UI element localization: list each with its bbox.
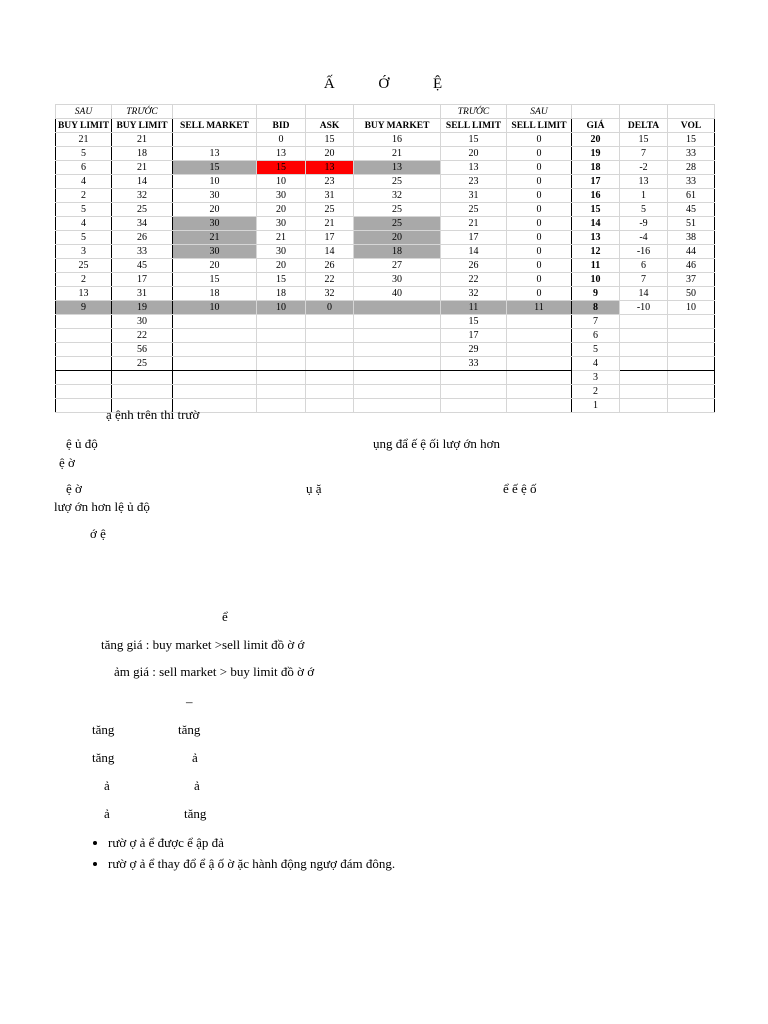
text-line-10: – (186, 694, 193, 709)
table-cell: 13 (173, 147, 257, 161)
table-cell: 32 (112, 189, 173, 203)
text-line-9: ảm giá : sell market > buy limit đồ ờ ớ (114, 664, 315, 679)
table-cell: 16 (354, 133, 441, 147)
table-cell: 17 (572, 175, 620, 189)
table-cell: 18 (257, 287, 306, 301)
table-cell (620, 371, 668, 385)
table-cell: 20 (257, 203, 306, 217)
table-cell: 31 (441, 189, 507, 203)
table-cell: 50 (668, 287, 715, 301)
text-line-2b: ụng đẩ ế ệ ối lượ ớn hơn (373, 436, 500, 451)
table-cell: 21 (112, 161, 173, 175)
table-cell: 17 (112, 273, 173, 287)
table-cell (173, 371, 257, 385)
table-cell: 4 (572, 357, 620, 371)
table-cell: 9 (572, 287, 620, 301)
title-part-1: Ấ (323, 76, 337, 92)
table-cell (112, 385, 173, 399)
table-cell: 40 (354, 287, 441, 301)
table-cell: 16 (572, 189, 620, 203)
table-cell: 7 (620, 147, 668, 161)
table-cell: 32 (354, 189, 441, 203)
table-cell: 0 (257, 133, 306, 147)
table-row (56, 203, 715, 217)
header-cell: BID (257, 119, 306, 133)
table-cell: 3 (56, 245, 112, 259)
table-cell (56, 399, 112, 413)
table-cell: 14 (572, 217, 620, 231)
table-cell: 18 (354, 245, 441, 259)
table-cell: 56 (112, 343, 173, 357)
table-cell: 0 (507, 217, 572, 231)
text-line-14a: ả (104, 806, 110, 821)
table-cell: 46 (668, 259, 715, 273)
table-row (56, 133, 715, 147)
table-cell (257, 343, 306, 357)
table-cell: 0 (507, 231, 572, 245)
table-cell: 13 (572, 231, 620, 245)
table-cell: 19 (572, 147, 620, 161)
table-cell (668, 399, 715, 413)
table-cell (354, 399, 441, 413)
table-cell: 15 (620, 133, 668, 147)
table-cell (620, 315, 668, 329)
table-cell (306, 399, 354, 413)
table-cell: 37 (668, 273, 715, 287)
table-cell: 31 (112, 287, 173, 301)
header-cell (668, 105, 715, 119)
table-cell: 21 (173, 231, 257, 245)
table-cell: 21 (306, 217, 354, 231)
table-row (56, 231, 715, 245)
table-cell (56, 315, 112, 329)
table-cell: 14 (620, 287, 668, 301)
table-cell: 13 (354, 161, 441, 175)
table-cell (441, 371, 507, 385)
table-cell (257, 371, 306, 385)
table-cell: 3 (572, 371, 620, 385)
header-cell: GIÁ (572, 119, 620, 133)
text-line-14b: tăng (184, 806, 207, 821)
table-cell (507, 385, 572, 399)
table-cell (354, 357, 441, 371)
table-cell (257, 315, 306, 329)
header-cell: VOL (668, 119, 715, 133)
header-cell (572, 105, 620, 119)
table-cell: 5 (620, 203, 668, 217)
table-cell: 9 (56, 301, 112, 315)
text-line-12b: ả (192, 750, 198, 765)
table-cell: 0 (507, 287, 572, 301)
header-cell: BUY LIMIT (56, 119, 112, 133)
table-cell: 0 (507, 133, 572, 147)
table-cell: 15 (257, 161, 306, 175)
table-cell (306, 357, 354, 371)
table-cell: 18 (173, 287, 257, 301)
bullet-list (80, 834, 728, 876)
table-cell: 5 (572, 343, 620, 357)
table-cell: 25 (56, 259, 112, 273)
table-cell: 7 (620, 273, 668, 287)
table-cell: 34 (112, 217, 173, 231)
table-cell: 17 (441, 231, 507, 245)
table-cell: 27 (354, 259, 441, 273)
table-cell: 14 (441, 245, 507, 259)
table-cell: -9 (620, 217, 668, 231)
table-cell: 15 (306, 133, 354, 147)
table-cell (507, 329, 572, 343)
table-cell: 45 (112, 259, 173, 273)
header-cell: TRƯỚC (112, 105, 173, 119)
table-cell (173, 357, 257, 371)
table-cell (173, 385, 257, 399)
table-cell (668, 315, 715, 329)
table-cell: 26 (112, 231, 173, 245)
table-cell: 30 (257, 217, 306, 231)
table-cell: 13 (56, 287, 112, 301)
table-cell: 31 (306, 189, 354, 203)
table-cell (306, 343, 354, 357)
table-cell: 13 (306, 161, 354, 175)
table-cell (668, 329, 715, 343)
title-part-2: Ớ (378, 76, 392, 92)
table-cell: 15 (441, 315, 507, 329)
table-cell: 10 (257, 301, 306, 315)
text-line-6: ớ ệ (90, 526, 106, 541)
table-cell: 30 (354, 273, 441, 287)
table-cell: 2 (56, 273, 112, 287)
table-cell: 15 (572, 203, 620, 217)
table-cell: 61 (668, 189, 715, 203)
table-cell: 20 (173, 203, 257, 217)
table-cell: 20 (257, 259, 306, 273)
table-cell: 17 (306, 231, 354, 245)
text-line-2a: ệ ủ độ (66, 436, 98, 451)
table-cell: 20 (173, 259, 257, 273)
table-cell (620, 343, 668, 357)
table-cell: 0 (507, 259, 572, 273)
table-cell (56, 385, 112, 399)
table-cell: 5 (56, 231, 112, 245)
table-cell: 15 (257, 273, 306, 287)
table-cell: 21 (354, 147, 441, 161)
table-cell: 21 (441, 217, 507, 231)
table-cell (354, 315, 441, 329)
table-cell (668, 385, 715, 399)
table-cell (507, 371, 572, 385)
table-cell: 28 (668, 161, 715, 175)
table-cell: 13 (620, 175, 668, 189)
header-cell (173, 105, 257, 119)
text-line-3: ệ ờ (59, 455, 75, 470)
table-cell: 0 (507, 189, 572, 203)
table-cell: 0 (507, 245, 572, 259)
table-cell: 15 (173, 161, 257, 175)
table-cell: 38 (668, 231, 715, 245)
table-cell (173, 329, 257, 343)
table-cell: 30 (112, 315, 173, 329)
text-line-4a: ệ ờ (66, 481, 82, 496)
table-cell (56, 329, 112, 343)
table-cell: 30 (173, 245, 257, 259)
table-row (56, 371, 715, 385)
table-cell: 18 (112, 147, 173, 161)
table-cell: 25 (112, 203, 173, 217)
table-cell (354, 343, 441, 357)
table-cell: 0 (507, 273, 572, 287)
text-line-4b: ụ ặ (306, 481, 322, 496)
header-cell (354, 105, 441, 119)
table-cell (668, 357, 715, 371)
table-cell: 15 (441, 133, 507, 147)
table-cell (620, 329, 668, 343)
table-cell: 25 (306, 203, 354, 217)
table-cell (507, 343, 572, 357)
table-cell (257, 399, 306, 413)
table-cell: 6 (620, 259, 668, 273)
table-cell: 1 (620, 189, 668, 203)
bullet-item-1: • rườ ợ ả ể được ể ập đả (108, 834, 728, 851)
table-cell (173, 133, 257, 147)
table-cell: 51 (668, 217, 715, 231)
table-cell: 30 (257, 245, 306, 259)
table-cell: 15 (668, 133, 715, 147)
table-row (56, 357, 715, 371)
table-cell: 6 (56, 161, 112, 175)
table-cell (620, 357, 668, 371)
header-row (56, 119, 715, 133)
table-cell: 45 (668, 203, 715, 217)
header-cell (257, 105, 306, 119)
table-cell: 21 (257, 231, 306, 245)
table-cell: 13 (257, 147, 306, 161)
table-cell: 10 (257, 175, 306, 189)
table-cell (257, 385, 306, 399)
header-cell (620, 105, 668, 119)
table-cell: 4 (56, 217, 112, 231)
header-cell: BUY MARKET (354, 119, 441, 133)
text-line-5: lượ ớn hơn lệ ủ độ (54, 499, 150, 514)
table-row (56, 273, 715, 287)
text-line-1: ạ ệnh trên thi trườ (106, 407, 200, 422)
table-cell: 1 (572, 399, 620, 413)
table-cell: 13 (441, 161, 507, 175)
table-cell: 0 (306, 301, 354, 315)
table-cell: 33 (112, 245, 173, 259)
table-cell: 0 (507, 203, 572, 217)
header-cell: SAU (507, 105, 572, 119)
table-cell: 44 (668, 245, 715, 259)
header-cell: SAU (56, 105, 112, 119)
table-cell: 21 (56, 133, 112, 147)
table-row (56, 189, 715, 203)
text-line-4c: ể ế ệ ố (503, 481, 537, 496)
table-cell: 17 (441, 329, 507, 343)
table-cell (306, 371, 354, 385)
table-cell: 33 (668, 147, 715, 161)
table-cell (507, 315, 572, 329)
table-cell (173, 343, 257, 357)
header-cell: DELTA (620, 119, 668, 133)
table-cell: 10 (668, 301, 715, 315)
table-cell: 11 (507, 301, 572, 315)
table-cell (620, 399, 668, 413)
table-cell: 0 (507, 175, 572, 189)
table-cell: 14 (306, 245, 354, 259)
table-cell: 26 (441, 259, 507, 273)
table-cell (173, 315, 257, 329)
table-cell: 10 (572, 273, 620, 287)
header-cell: BUY LIMIT (112, 119, 173, 133)
table-cell: 25 (354, 203, 441, 217)
table-cell: 22 (441, 273, 507, 287)
table-cell (56, 343, 112, 357)
table-cell: 33 (668, 175, 715, 189)
page-title (0, 76, 768, 93)
table-row (56, 329, 715, 343)
table-cell: 21 (112, 133, 173, 147)
table-cell (354, 371, 441, 385)
table-cell: 15 (173, 273, 257, 287)
table-cell: 2 (572, 385, 620, 399)
header-cell: ASK (306, 119, 354, 133)
table-cell: 25 (441, 203, 507, 217)
table-cell: 7 (572, 315, 620, 329)
table-cell: 14 (112, 175, 173, 189)
table-row (56, 315, 715, 329)
table-cell (507, 357, 572, 371)
table-cell (112, 371, 173, 385)
table-cell: 2 (56, 189, 112, 203)
table-row (56, 287, 715, 301)
table-cell (56, 357, 112, 371)
table-cell: 25 (112, 357, 173, 371)
table-cell: 23 (441, 175, 507, 189)
table-cell (257, 357, 306, 371)
table-cell: 11 (441, 301, 507, 315)
text-line-13a: ả (104, 778, 110, 793)
table-cell (620, 385, 668, 399)
header-cell: TRƯỚC (441, 105, 507, 119)
table-cell: 5 (56, 147, 112, 161)
table-cell: 0 (507, 161, 572, 175)
header-cell: SELL LIMIT (441, 119, 507, 133)
table-cell: 12 (572, 245, 620, 259)
table-cell: 25 (354, 175, 441, 189)
table-cell: 26 (306, 259, 354, 273)
text-line-11a: tăng (92, 722, 115, 737)
table-cell (306, 315, 354, 329)
table-cell: 11 (572, 259, 620, 273)
table-cell (441, 385, 507, 399)
table-row (56, 301, 715, 315)
table-cell (257, 329, 306, 343)
table-cell: 23 (306, 175, 354, 189)
table-row (56, 147, 715, 161)
table-cell: 25 (354, 217, 441, 231)
table-cell: -16 (620, 245, 668, 259)
table-row (56, 259, 715, 273)
header-cell: SELL LIMIT (507, 119, 572, 133)
table-cell: 32 (441, 287, 507, 301)
table-cell: 8 (572, 301, 620, 315)
table-cell: -2 (620, 161, 668, 175)
table-cell: 10 (173, 301, 257, 315)
table-cell: 30 (173, 217, 257, 231)
table-cell (668, 371, 715, 385)
header-cell (306, 105, 354, 119)
title-part-3: Ệ (433, 76, 445, 92)
table-cell: 33 (441, 357, 507, 371)
table-cell (668, 343, 715, 357)
table-row (56, 217, 715, 231)
order-flow-table (55, 104, 715, 413)
table-row (56, 161, 715, 175)
table-cell: 6 (572, 329, 620, 343)
table-row (56, 343, 715, 357)
table-cell: 30 (173, 189, 257, 203)
table-cell (306, 385, 354, 399)
table-cell: 32 (306, 287, 354, 301)
header-cell: SELL MARKET (173, 119, 257, 133)
table-cell (354, 329, 441, 343)
text-line-7: ể (222, 609, 228, 624)
table-cell: 30 (257, 189, 306, 203)
table-cell: 22 (306, 273, 354, 287)
text-line-13b: ả (194, 778, 200, 793)
table-cell: 19 (112, 301, 173, 315)
text-line-11b: tăng (178, 722, 201, 737)
table-cell: 18 (572, 161, 620, 175)
table-cell: 20 (572, 133, 620, 147)
table-cell (354, 301, 441, 315)
table-cell (507, 399, 572, 413)
table-row (56, 385, 715, 399)
table-cell: -10 (620, 301, 668, 315)
table-cell (306, 329, 354, 343)
table-cell: 22 (112, 329, 173, 343)
table-cell: 0 (507, 147, 572, 161)
table-cell (441, 399, 507, 413)
table-cell: 20 (306, 147, 354, 161)
table-cell: 4 (56, 175, 112, 189)
table-row (56, 245, 715, 259)
table-cell: 5 (56, 203, 112, 217)
table-cell (56, 371, 112, 385)
table-cell (354, 385, 441, 399)
super-header-row (56, 105, 715, 119)
table-cell: -4 (620, 231, 668, 245)
table-cell: 10 (173, 175, 257, 189)
text-line-8: tăng giá : buy market >sell limit đồ ờ ớ (101, 637, 305, 652)
table-cell: 20 (441, 147, 507, 161)
table-cell: 20 (354, 231, 441, 245)
table-cell: 29 (441, 343, 507, 357)
table-row (56, 175, 715, 189)
bullet-item-2: • rườ ợ ả ể thay đổ ể ậ ố ờ ặc hành động ngượ đám đông. (108, 855, 728, 872)
text-line-12a: tăng (92, 750, 115, 765)
